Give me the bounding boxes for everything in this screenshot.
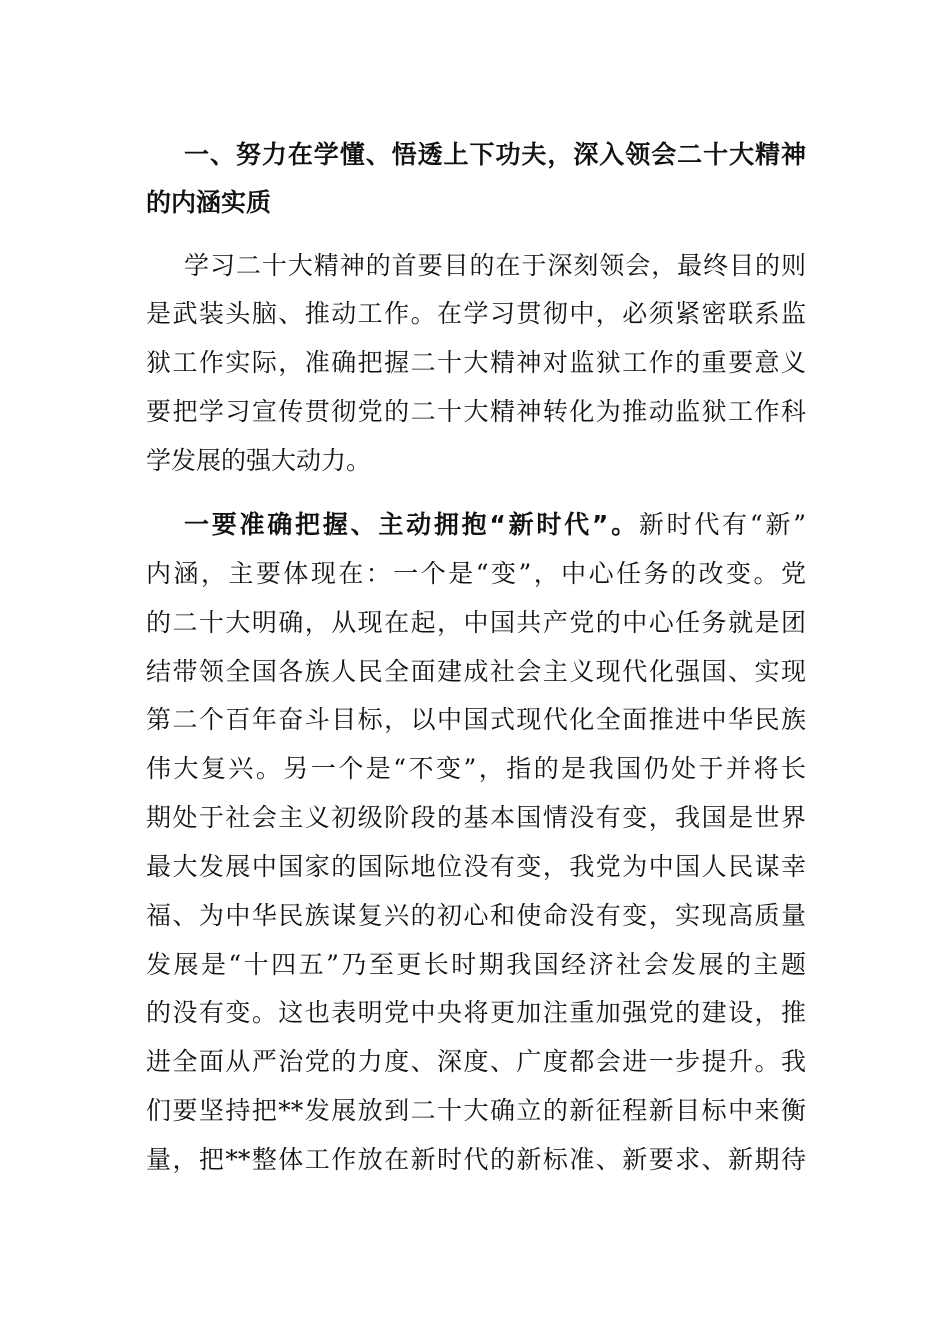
paragraph-line: 量，把**整体工作放在新时代的新标准、新要求、新期待 bbox=[146, 1145, 806, 1174]
paragraph-line: 第二个百年奋斗目标，以中国式现代化全面推进中华民族 bbox=[146, 705, 806, 734]
paragraph-line: 内涵，主要体现在：一个是“变”，中心任务的改变。党 bbox=[146, 559, 806, 588]
paragraph-lead-line bbox=[184, 503, 806, 547]
paragraph-line: 进全面从严治党的力度、深度、广度都会进一步提升。我 bbox=[146, 1047, 806, 1076]
paragraph-line: 期处于社会主义初级阶段的基本国情没有变，我国是世界 bbox=[146, 803, 806, 832]
paragraph-line: 伟大复兴。另一个是“不变”，指的是我国仍处于并将长 bbox=[146, 754, 806, 783]
paragraph-line: 们要坚持把**发展放到二十大确立的新征程新目标中来衡 bbox=[146, 1096, 806, 1125]
lead-rest-text: 新时代有“新” bbox=[638, 510, 806, 539]
section-heading-line-2: 的内涵实质 bbox=[146, 188, 272, 217]
paragraph-line: 的没有变。这也表明党中央将更加注重加强党的建设，推 bbox=[146, 998, 806, 1027]
paragraph-line: 学发展的强大动力。 bbox=[146, 446, 372, 475]
paragraph-line: 狱工作实际，准确把握二十大精神对监狱工作的重要意义 bbox=[146, 348, 806, 377]
paragraph-line: 学习二十大精神的首要目的在于深刻领会，最终目的则 bbox=[184, 251, 806, 280]
paragraph-line: 发展是“十四五”乃至更长时期我国经济社会发展的主题 bbox=[146, 950, 806, 979]
paragraph-line: 最大发展中国家的国际地位没有变，我党为中国人民谋幸 bbox=[146, 852, 806, 881]
paragraph-line: 是武装头脑、推动工作。在学习贯彻中，必须紧密联系监 bbox=[146, 299, 806, 328]
bold-lead-text: 一要准确把握、主动拥抱“新时代”。 bbox=[184, 510, 639, 539]
paragraph-line: 结带领全国各族人民全面建成社会主义现代化强国、实现 bbox=[146, 657, 806, 686]
paragraph-line: 要把学习宣传贯彻党的二十大精神转化为推动监狱工作科 bbox=[146, 397, 806, 426]
section-heading-line-1: 一、努力在学懂、悟透上下功夫，深入领会二十大精神 bbox=[184, 140, 806, 169]
paragraph-line: 福、为中华民族谋复兴的初心和使命没有变，实现高质量 bbox=[146, 901, 806, 930]
paragraph-line: 的二十大明确，从现在起，中国共产党的中心任务就是团 bbox=[146, 608, 806, 637]
